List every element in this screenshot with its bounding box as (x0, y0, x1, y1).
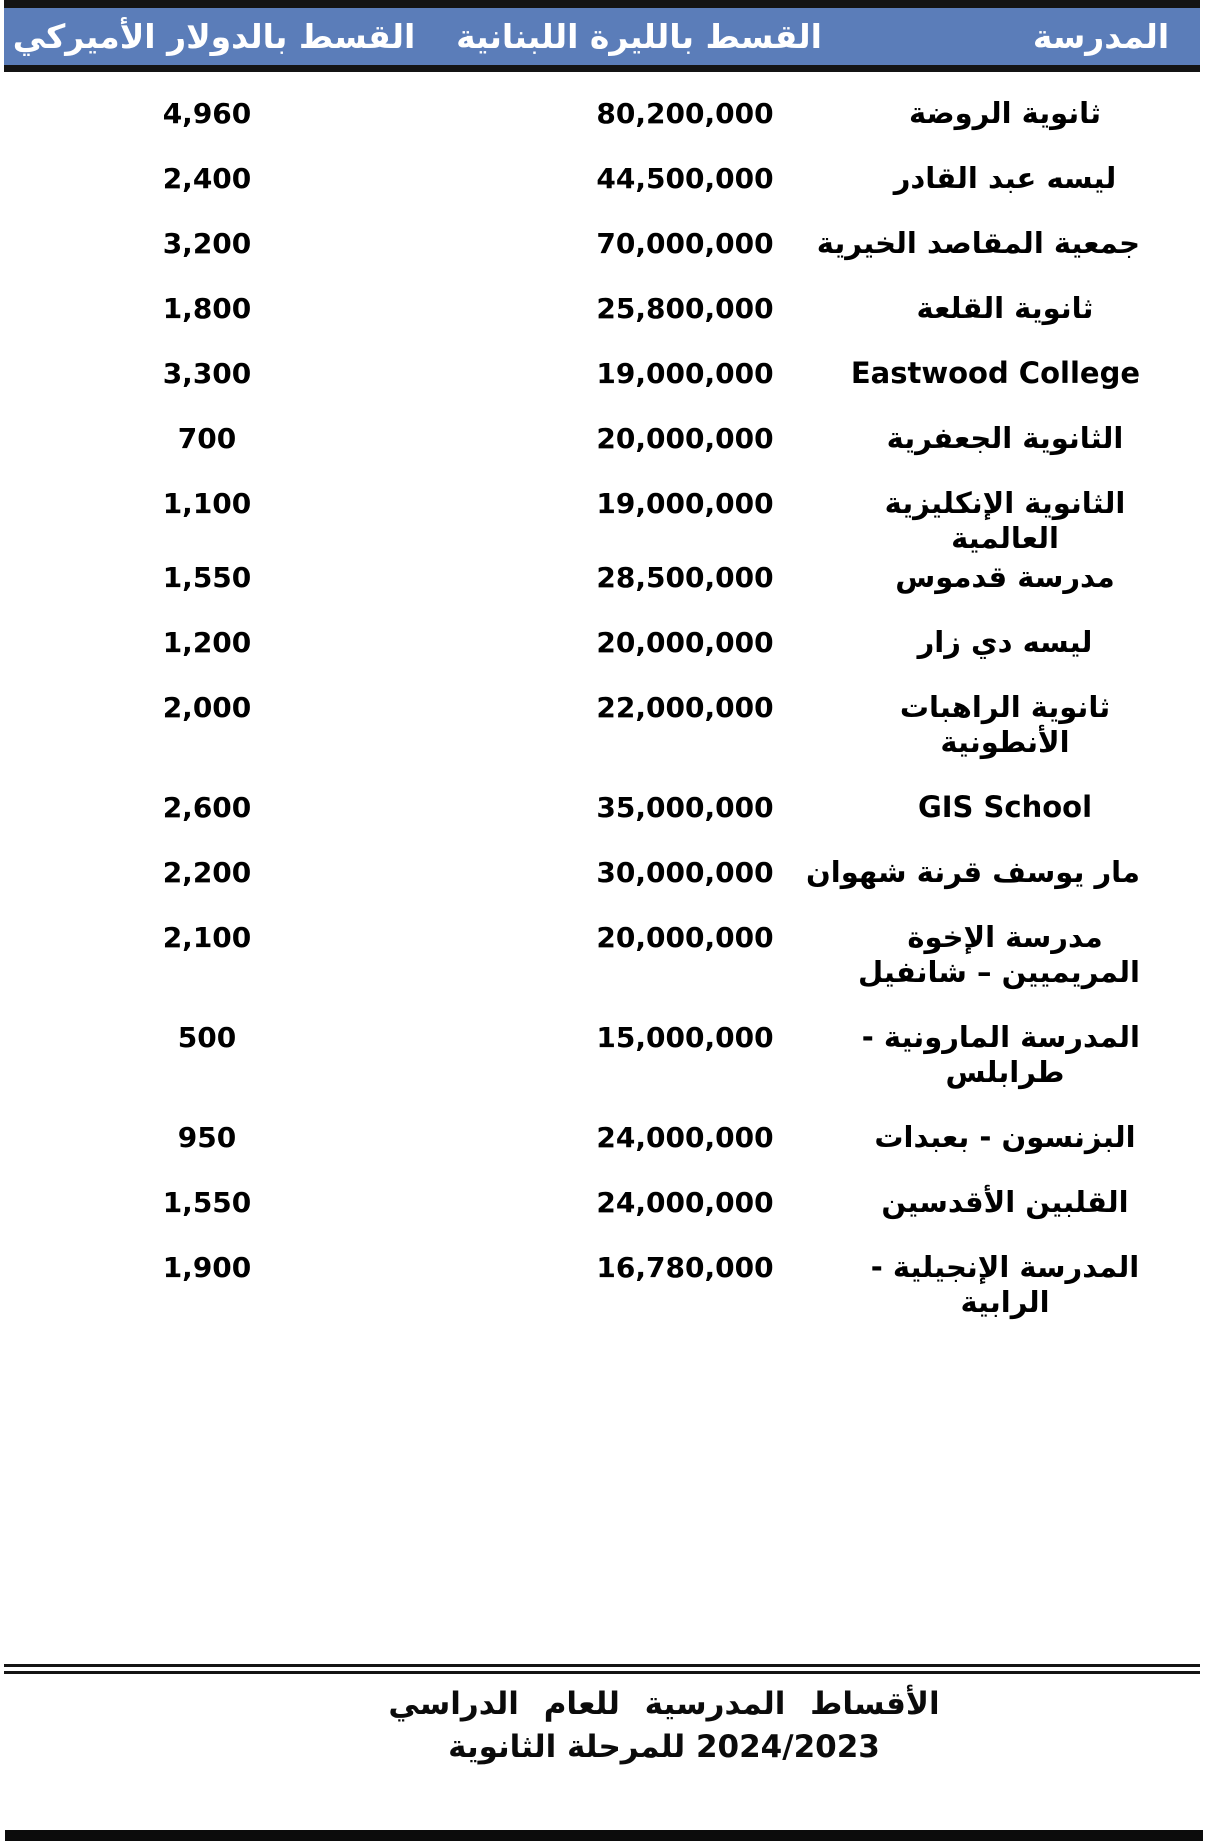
school-name: GIS School (917, 790, 1093, 824)
usd-amount: 2,100 (162, 921, 252, 954)
school-name: الثانوية الإنكليزية العالمية (884, 486, 1126, 555)
table-row (4, 690, 1200, 760)
usd-amount: 3,300 (162, 357, 252, 390)
school-name: البزنسون - بعبدات (874, 1120, 1136, 1154)
usd-amount: 1,550 (162, 561, 252, 594)
usd-amount: 1,550 (162, 1186, 252, 1219)
usd-amount: 1,100 (162, 487, 252, 520)
usd-amount: 700 (177, 422, 237, 455)
fees-table (4, 0, 1200, 1769)
school-name: ثانوية القلعة (916, 291, 1094, 325)
lbp-amount: 19,000,000 (596, 487, 774, 520)
table-row (4, 1185, 1200, 1220)
usd-amount: 500 (177, 1021, 237, 1054)
lbp-amount: 70,000,000 (596, 227, 774, 260)
usd-amount: 2,600 (162, 791, 252, 824)
double-rule-divider (4, 1664, 1200, 1674)
bottom-page-rule (5, 1830, 1203, 1841)
table-row (4, 1020, 1200, 1090)
table-row (4, 1250, 1200, 1320)
lbp-amount: 20,000,000 (596, 921, 774, 954)
header-usd-installment: القسط بالدولار الأميركي (12, 17, 416, 56)
school-name: جمعية المقاصد الخيرية (816, 226, 1140, 260)
table-row (4, 291, 1200, 326)
school-name: المدرسة الإنجيلية - الرابية (870, 1250, 1140, 1319)
school-name: ليسه عبد القادر (893, 161, 1117, 195)
school-name: مدرسة الإخوة المريميين – شانفيل (858, 920, 1140, 989)
usd-amount: 3,200 (162, 227, 252, 260)
table-row (4, 625, 1200, 660)
table-row (4, 421, 1200, 456)
school-name: ثانوية الراهبات الأنطونية (899, 690, 1111, 759)
table-row (4, 356, 1200, 391)
usd-amount: 2,200 (162, 856, 252, 889)
lbp-amount: 24,000,000 (596, 1186, 774, 1219)
usd-amount: 1,900 (162, 1251, 252, 1284)
footer-caption-section (4, 1664, 1200, 1769)
table-header-row (4, 0, 1200, 72)
header-lbp-installment: القسط بالليرة اللبنانية (456, 17, 822, 56)
usd-amount: 2,000 (162, 691, 252, 724)
school-name: القلبين الأقدسين (881, 1185, 1129, 1219)
lbp-amount: 44,500,000 (596, 162, 774, 195)
usd-amount: 1,200 (162, 626, 252, 659)
table-row (4, 920, 1200, 990)
school-name: الثانوية الجعفرية (886, 421, 1124, 455)
school-name: Eastwood College (850, 356, 1140, 390)
lbp-amount: 16,780,000 (596, 1251, 774, 1284)
lbp-amount: 15,000,000 (596, 1021, 774, 1054)
school-name: ليسه دي زار (917, 625, 1093, 659)
school-name: مار يوسف قرنة شهوان (806, 855, 1140, 889)
table-row (4, 96, 1200, 131)
lbp-amount: 19,000,000 (596, 357, 774, 390)
school-name: المدرسة المارونية - طرابلس (861, 1020, 1140, 1089)
usd-amount: 4,960 (162, 97, 252, 130)
lbp-amount: 20,000,000 (596, 626, 774, 659)
table-row (4, 855, 1200, 890)
usd-amount: 950 (177, 1121, 237, 1154)
school-name: مدرسة قدموس (895, 560, 1115, 594)
lbp-amount: 22,000,000 (596, 691, 774, 724)
usd-amount: 2,400 (162, 162, 252, 195)
usd-amount: 1,800 (162, 292, 252, 325)
table-row (4, 560, 1200, 595)
lbp-amount: 35,000,000 (596, 791, 774, 824)
table-row (4, 161, 1200, 196)
lbp-amount: 28,500,000 (596, 561, 774, 594)
lbp-amount: 24,000,000 (596, 1121, 774, 1154)
table-row (4, 1120, 1200, 1155)
lbp-amount: 30,000,000 (596, 856, 774, 889)
table-body (4, 72, 1200, 1320)
table-caption (66, 1674, 1208, 1769)
school-name: ثانوية الروضة (909, 96, 1101, 130)
lbp-amount: 25,800,000 (596, 292, 774, 325)
lbp-amount: 80,200,000 (596, 97, 774, 130)
table-row (4, 226, 1200, 261)
header-school: المدرسة (1032, 17, 1170, 56)
lbp-amount: 20,000,000 (596, 422, 774, 455)
caption-line-2: 2024/2023 للمرحلة الثانوية (448, 1729, 880, 1765)
caption-line-1: الأقساط المدرسية للعام الدراسي (388, 1686, 940, 1722)
table-row (4, 790, 1200, 825)
table-row (4, 486, 1200, 556)
